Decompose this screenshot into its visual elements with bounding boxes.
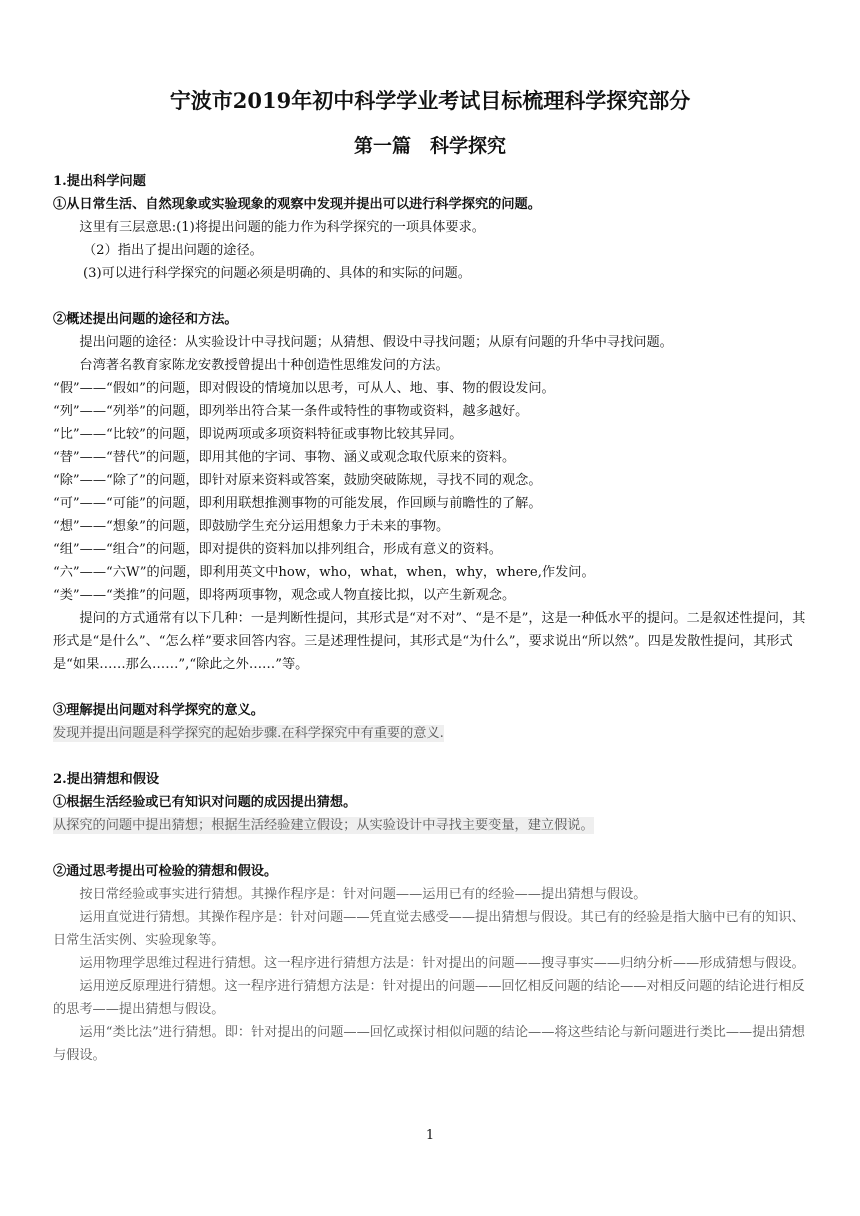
paragraph: 提问的方式通常有以下几种：一是判断性提问，其形式是“对不对”、“是不是”，这是一种低水平的提问。二是叙述性提问，其形式是“是什么”、“怎么样”要求回答内容。三是述理性提问，其形式是“为什么”，要求说出“所以然”。四是发散性提问，其形式是“如果……那么……”,“除此之外……”等。 [53,611,806,672]
method-item: “六”——“六W”的问题，即利用英文中how，who，what，when，why，where,作发问。 [53,565,595,580]
method-item: “比”——“比较”的问题，即说两项或多项资料特征或事物比较其异同。 [53,427,463,442]
subsection-heading: ③理解提出问题对科学探究的意义。 [53,703,264,718]
text-line: 提出问题的途径：从实验设计中寻找问题；从猜想、假设中寻找问题；从原有问题的升华中寻找问题。 [79,335,673,350]
page-number: 1 [425,1128,435,1143]
subsection-heading: ②概述提出问题的途径和方法。 [53,312,238,327]
method-item: “可”——“可能”的问题，即利用联想推测事物的可能发展，作回顾与前瞻性的了解。 [53,496,542,511]
paragraph: 运用逆反原理进行猜想。这一程序进行猜想方法是：针对提出的问题——回忆相反问题的结论——对相反问题的结论进行相反的思考——提出猜想与假设。 [53,979,805,1017]
section-heading: 2.提出猜想和假设 [53,772,160,787]
document-body [53,170,813,1067]
text-line: 这里有三层意思:(1)将提出问题的能力作为科学探究的一项具体要求。 [79,220,485,235]
method-item: “组”——“组合”的问题，即对提供的资料加以排列组合，形成有意义的资料。 [53,542,502,557]
paragraph: 按日常经验或事实进行猜想。其操作程序是：针对问题——运用已有的经验——提出猜想与假设。 [79,887,647,902]
method-item: “想”——“想象”的问题，即鼓励学生充分运用想象力于未来的事物。 [53,519,450,534]
chapter-title: 第一篇 科学探究 [353,135,506,157]
method-item: “替”——“替代”的问题，即用其他的字词、事物、涵义或观念取代原来的资料。 [53,450,516,465]
paragraph: 运用直觉进行猜想。其操作程序是：针对问题——凭直觉去感受——提出猜想与假设。其已有的经验是指大脑中已有的知识、日常生活实例、实验现象等。 [53,910,805,948]
paragraph: 运用物理学思维过程进行猜想。这一程序进行猜想方法是：针对提出的问题——搜寻事实——归纳分析——形成猜想与假设。 [79,956,805,971]
subsection-heading: ②通过思考提出可检验的猜想和假设。 [53,864,278,879]
method-item: “除”——“除了”的问题，即针对原来资料或答案，鼓励突破陈规，寻找不同的观念。 [53,473,542,488]
subsection-heading: ①从日常生活、自然现象或实验现象的观察中发现并提出可以进行科学探究的问题。 [53,197,541,212]
text-line: （2）指出了提出问题的途径。 [83,243,263,258]
method-item: “列”——“列举”的问题，即列举出符合某一条件或特性的事物或资料，越多越好。 [53,404,529,419]
shaded-text: 发现并提出问题是科学探究的起始步骤.在科学探究中有重要的意义. [53,726,444,741]
document-title: 宁波市2019年初中科学学业考试目标梳理科学探究部分 [169,88,691,113]
text-line: 台湾著名教育家陈龙安教授曾提出十种创造性思维发问的方法。 [79,358,449,373]
shaded-text: 从探究的问题中提出猜想；根据生活经验建立假设；从实验设计中寻找主要变量，建立假说。 [53,818,594,833]
paragraph: 运用“类比法”进行猜想。即：针对提出的问题——回忆或探讨相似问题的结论——将这些结论与新问题进行类比——提出猜想与假设。 [53,1025,805,1063]
method-item: “假”——“假如”的问题，即对假设的情境加以思考，可从人、地、事、物的假设发问。 [53,381,555,396]
text-line: (3)可以进行科学探究的问题必须是明确的、具体的和实际的问题。 [83,266,471,281]
subsection-heading: ①根据生活经验或已有知识对问题的成因提出猜想。 [53,795,357,810]
section-heading: 1.提出科学问题 [53,174,146,189]
method-item: “类”——“类推”的问题，即将两项事物，观念或人物直接比拟，以产生新观念。 [53,588,516,603]
